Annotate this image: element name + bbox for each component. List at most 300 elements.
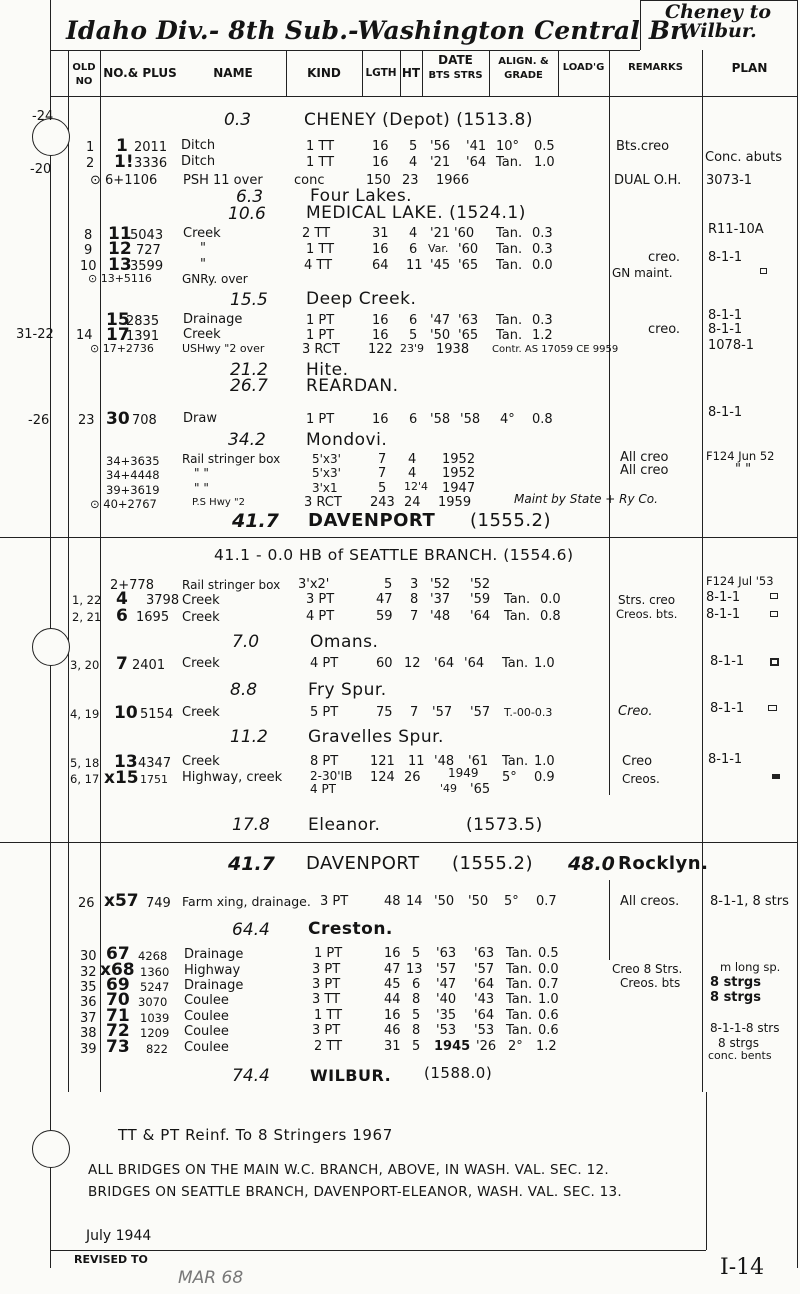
length: 16 bbox=[372, 313, 389, 328]
remarks: Strs. creo bbox=[618, 593, 676, 607]
old-no: 26 bbox=[78, 896, 95, 911]
date-bts: '56 bbox=[430, 139, 451, 154]
old-no: 38 bbox=[80, 1026, 97, 1041]
remarks: Creos. bts. bbox=[616, 607, 678, 621]
revised-date: MAR 68 bbox=[178, 1268, 244, 1288]
col-sep-loadg bbox=[609, 50, 610, 595]
length: 5 bbox=[384, 577, 393, 592]
bridge-name: Farm xing, drainage. bbox=[182, 894, 311, 909]
bridge-name: Creek bbox=[182, 593, 220, 608]
milepost: 48.0 bbox=[568, 853, 615, 875]
kind: 2 TT bbox=[314, 1039, 343, 1054]
col-sep-loadg-2 bbox=[609, 595, 610, 795]
length: 31 bbox=[372, 226, 389, 241]
page-number: I-14 bbox=[720, 1255, 765, 1280]
station-name: CHENEY (Depot) (1513.8) bbox=[304, 110, 533, 130]
kind: 5 PT bbox=[310, 705, 339, 720]
old-no: 14 bbox=[76, 328, 93, 343]
station-elevation: (1555.2) bbox=[470, 510, 552, 531]
height: 23'9 bbox=[400, 342, 425, 355]
bridge-name: GNRy. over bbox=[182, 272, 248, 286]
date-strs: '60 bbox=[458, 242, 479, 257]
plan: F124 Jun 52 bbox=[706, 449, 775, 463]
plus: 749 bbox=[146, 896, 171, 911]
date-bts: '57 bbox=[432, 705, 453, 720]
old-no: 6, 17 bbox=[70, 772, 100, 786]
bridge-name: Creek bbox=[183, 226, 221, 241]
old-no: 1, 22 bbox=[72, 593, 102, 607]
section-separator-2 bbox=[0, 842, 797, 843]
date-bts: '47 bbox=[436, 977, 457, 992]
height: 12'4 bbox=[404, 480, 429, 493]
station-name: Rocklyn. bbox=[618, 853, 709, 874]
reinforcement-note: TT & PT Reinf. To 8 Stringers 1967 bbox=[118, 1126, 393, 1144]
col-kind: KIND bbox=[307, 66, 341, 80]
margin-note: -24 bbox=[32, 109, 54, 124]
milepost: 6.3 bbox=[236, 187, 264, 207]
col-sep-old bbox=[68, 50, 69, 1092]
height: 6 bbox=[409, 242, 418, 257]
kind: 3 PT bbox=[312, 962, 341, 977]
old-no: 8 bbox=[84, 228, 93, 243]
milepost: 7.0 bbox=[232, 632, 260, 652]
plan: 8-1-1 bbox=[708, 752, 743, 767]
plan: 8-1-1 bbox=[708, 250, 743, 265]
alignment: Tan. bbox=[506, 1008, 533, 1023]
date-bts: '64 bbox=[434, 656, 455, 671]
binder-hole-bottom bbox=[32, 1130, 70, 1168]
date-strs: '26 bbox=[476, 1039, 497, 1054]
bridge-name: Rail stringer box bbox=[182, 452, 281, 466]
plan: R11-10A bbox=[708, 222, 764, 237]
date-strs: '53 bbox=[474, 1023, 495, 1038]
kind: 3 PT bbox=[306, 592, 335, 607]
col-align-1: ALIGN. & bbox=[498, 56, 549, 67]
grade: 0.8 bbox=[540, 609, 561, 624]
date-bts: 1952 bbox=[442, 466, 476, 481]
col-no-plus: NO.& PLUS bbox=[103, 66, 177, 80]
grade: 0.0 bbox=[532, 258, 553, 273]
alignment: 4° bbox=[500, 412, 515, 427]
milepost: 26.7 bbox=[230, 376, 268, 396]
station-name: Hite. bbox=[306, 360, 349, 380]
length: 60 bbox=[376, 656, 393, 671]
old-no: 36 bbox=[80, 995, 97, 1010]
section-separator-1 bbox=[0, 537, 797, 538]
bridge-name: Coulee bbox=[184, 1009, 229, 1024]
grade: 1.0 bbox=[534, 155, 555, 170]
date-bts: '40 bbox=[436, 992, 457, 1007]
plan: 8-1-1 bbox=[706, 607, 741, 622]
bridge-name: Ditch bbox=[181, 154, 216, 169]
date-bts: '57 bbox=[436, 962, 457, 977]
station-name: Omans. bbox=[310, 632, 379, 652]
contract-note: Contr. AS 17059 CE 9959 bbox=[492, 344, 619, 355]
grade: 0.7 bbox=[536, 894, 557, 909]
milepost: 11.2 bbox=[230, 727, 268, 747]
kind: 3 PT bbox=[312, 977, 341, 992]
kind: 5'x3' bbox=[312, 452, 341, 466]
height: 4 bbox=[408, 452, 417, 467]
milepost: 0.3 bbox=[224, 110, 252, 130]
grade: 0.3 bbox=[532, 313, 553, 328]
length: 124 bbox=[370, 770, 395, 785]
length: 243 bbox=[370, 495, 395, 510]
remarks: Bts.creo bbox=[616, 139, 670, 154]
length: 150 bbox=[366, 173, 391, 188]
bridge-name: " bbox=[200, 257, 206, 272]
col-old-no-1: OLD bbox=[72, 62, 96, 73]
alignment: T.-00-0.3 bbox=[504, 706, 553, 719]
alignment: Tan. bbox=[506, 962, 533, 977]
date-strs: '43 bbox=[474, 992, 495, 1007]
bridge-name: P.S Hwy "2 bbox=[192, 497, 245, 508]
height: 4 bbox=[409, 155, 418, 170]
footer-box-right bbox=[706, 1092, 707, 1250]
header-bottom-line bbox=[50, 96, 797, 97]
date-strs: '65 bbox=[458, 258, 479, 273]
date-strs: '57 bbox=[470, 705, 491, 720]
col-date-2: BTS STRS bbox=[428, 70, 483, 81]
plus: 1695 bbox=[136, 610, 170, 625]
plan: F124 Jul '53 bbox=[706, 574, 774, 588]
length: 16 bbox=[372, 139, 389, 154]
kind: 1 PT bbox=[306, 328, 335, 343]
height: 5 bbox=[412, 946, 421, 961]
plan: 8-1-1, 8 strs bbox=[710, 894, 789, 909]
date-strs: '58 bbox=[460, 412, 481, 427]
alignment: Tan. bbox=[496, 313, 523, 328]
date-strs: '64 bbox=[474, 1008, 495, 1023]
height: 6 bbox=[412, 977, 421, 992]
date-strs: '65 bbox=[458, 328, 479, 343]
old-no: 10 bbox=[80, 259, 97, 274]
plus: 4347 bbox=[138, 756, 172, 771]
revised-label: REVISED TO bbox=[74, 1253, 148, 1266]
date-bts: '58 bbox=[430, 412, 451, 427]
date-strs: '65 bbox=[470, 782, 491, 797]
station-name: Deep Creek. bbox=[306, 289, 417, 309]
alignment: Tan. bbox=[496, 242, 523, 257]
kind-secondary: 4 PT bbox=[310, 782, 337, 796]
col-plan: PLAN bbox=[731, 61, 768, 75]
bridge-name: " " bbox=[194, 481, 209, 495]
bridge-no: x57 bbox=[104, 891, 139, 911]
valuation-note-seattle: BRIDGES ON SEATTLE BRANCH, DAVENPORT-ELEANOR, WASH. VAL. SEC. 13. bbox=[88, 1184, 622, 1200]
col-align-2: GRADE bbox=[504, 70, 543, 81]
bridge-no: 34+4448 bbox=[106, 468, 160, 482]
bridge-name: Coulee bbox=[184, 993, 229, 1008]
station-name: DAVENPORT bbox=[306, 853, 420, 874]
date-bts: '35 bbox=[436, 1008, 457, 1023]
alignment: 2° bbox=[508, 1039, 523, 1054]
plan: 8 strgs bbox=[710, 975, 761, 990]
date-bts: 1947 bbox=[442, 481, 476, 496]
plus: 2401 bbox=[132, 658, 166, 673]
remarks: All creo bbox=[620, 463, 669, 478]
old-no: 23 bbox=[78, 413, 95, 428]
remarks: GN maint. bbox=[612, 266, 673, 280]
kind: 4 PT bbox=[310, 656, 339, 671]
station-elevation: (1588.0) bbox=[424, 1064, 493, 1082]
old-no: 35 bbox=[80, 980, 97, 995]
plus: 708 bbox=[132, 413, 157, 428]
margin-note: -26 bbox=[28, 413, 50, 428]
bridge-no: 15 bbox=[106, 310, 130, 330]
station-name: Mondovi. bbox=[306, 430, 388, 450]
height: 4 bbox=[409, 226, 418, 241]
date-bts: '48 bbox=[434, 754, 455, 769]
plus: 727 bbox=[136, 243, 161, 258]
bridge-name: Coulee bbox=[184, 1024, 229, 1039]
bridge-name: Drainage bbox=[184, 947, 244, 962]
old-no: 1 bbox=[86, 140, 95, 155]
height: 7 bbox=[410, 705, 419, 720]
bridge-no: ⊙ 40+2767 bbox=[90, 497, 157, 511]
milepost: 17.8 bbox=[232, 815, 270, 835]
height: 4 bbox=[408, 466, 417, 481]
milepost: 74.4 bbox=[232, 1066, 270, 1086]
length: 7 bbox=[378, 452, 387, 467]
old-no: 4, 19 bbox=[70, 707, 100, 721]
col-name: NAME bbox=[213, 66, 253, 80]
plus: 1209 bbox=[140, 1026, 170, 1040]
date-bts: '45 bbox=[430, 258, 451, 273]
alignment: 10° bbox=[496, 139, 520, 154]
plan: 8-1-1 bbox=[708, 308, 743, 323]
bridge-no: 7 bbox=[116, 654, 128, 674]
length: 31 bbox=[384, 1039, 401, 1054]
bridge-name: Creek bbox=[182, 705, 220, 720]
date-bts: '21 bbox=[430, 155, 451, 170]
bridge-no: 30 bbox=[106, 409, 130, 429]
bridge-no: 69 bbox=[106, 975, 130, 995]
bridge-no: x68 bbox=[100, 960, 135, 980]
date-strs: '63 bbox=[458, 313, 479, 328]
alignment: Tan. bbox=[496, 226, 523, 241]
date-bts-secondary: '49 bbox=[440, 782, 458, 795]
alignment: Tan. bbox=[506, 992, 533, 1007]
date-bts: '52 bbox=[430, 577, 451, 592]
remarks: All creos. bbox=[620, 894, 680, 909]
grade: 1.2 bbox=[532, 328, 553, 343]
col-ht: HT bbox=[401, 66, 421, 80]
bridge-no: ⊙ 17+2736 bbox=[90, 342, 154, 355]
remarks: Creo bbox=[622, 754, 653, 769]
footer-box-bottom bbox=[50, 1250, 706, 1251]
old-no: 2, 21 bbox=[72, 610, 102, 624]
plan: 1078-1 bbox=[708, 338, 755, 353]
height: 8 bbox=[412, 1023, 421, 1038]
bridge-no: x15 bbox=[104, 768, 139, 788]
col-sep-no bbox=[100, 50, 101, 1092]
date-strs: '64 bbox=[470, 609, 491, 624]
date-bts: 1952 bbox=[442, 452, 476, 467]
plan: " " bbox=[735, 462, 752, 477]
plus: 1391 bbox=[126, 329, 160, 344]
bridge-no: ⊙ 6+1106 bbox=[90, 173, 158, 188]
plan: m long sp. bbox=[720, 960, 781, 974]
bridge-no: 67 bbox=[106, 944, 130, 964]
bridge-name: Draw bbox=[183, 411, 217, 426]
kind: 3'x2' bbox=[298, 577, 330, 592]
date-strs: '50 bbox=[468, 894, 489, 909]
bridge-name: Highway, creek bbox=[182, 770, 283, 785]
bridge-name: Ditch bbox=[181, 138, 216, 153]
plus: 1360 bbox=[140, 965, 170, 979]
station-name: Gravelles Spur. bbox=[308, 727, 444, 747]
bridge-name: Drainage bbox=[184, 978, 244, 993]
height: 14 bbox=[406, 894, 423, 909]
height: 5 bbox=[409, 139, 418, 154]
old-no: 2 bbox=[86, 156, 95, 171]
grade: 0.6 bbox=[538, 1023, 559, 1038]
plan-symbol bbox=[770, 658, 779, 666]
bridge-no: 13 bbox=[114, 752, 138, 772]
kind: 2 TT bbox=[302, 226, 331, 241]
bridge-no: 10 bbox=[114, 703, 138, 723]
date-bts: '50 bbox=[430, 328, 451, 343]
height: 13 bbox=[406, 962, 423, 977]
grade: 1.2 bbox=[536, 1039, 557, 1054]
valuation-note-main: ALL BRIDGES ON THE MAIN W.C. BRANCH, ABOVE, IN WASH. VAL. SEC. 12. bbox=[88, 1162, 609, 1178]
length: 59 bbox=[376, 609, 393, 624]
old-no: 32 bbox=[80, 965, 97, 980]
kind: 1 TT bbox=[306, 155, 335, 170]
height: 6 bbox=[409, 412, 418, 427]
grade: 1.0 bbox=[538, 992, 559, 1007]
kind: 1 PT bbox=[306, 412, 335, 427]
bridge-no: 71 bbox=[106, 1006, 130, 1026]
length: 48 bbox=[384, 894, 401, 909]
length: 121 bbox=[370, 754, 395, 769]
remarks: Maint by State + Ry Co. bbox=[514, 492, 658, 506]
alignment: Tan. bbox=[496, 258, 523, 273]
kind: 3 TT bbox=[312, 992, 341, 1007]
date-bts: 1938 bbox=[436, 342, 470, 357]
length: 46 bbox=[384, 1023, 401, 1038]
length: 16 bbox=[372, 412, 389, 427]
date-strs: '57 bbox=[474, 962, 495, 977]
height: 23 bbox=[402, 173, 419, 188]
bridge-no: 1 bbox=[116, 136, 128, 156]
kind: 3'x1 bbox=[312, 481, 338, 495]
length: 7 bbox=[378, 466, 387, 481]
height: 5 bbox=[409, 328, 418, 343]
remarks: DUAL O.H. bbox=[614, 173, 682, 188]
height: 24 bbox=[404, 495, 421, 510]
plus: 1751 bbox=[140, 773, 168, 786]
station-name: Four Lakes. bbox=[310, 186, 413, 206]
plan: 8-1-1 bbox=[710, 701, 745, 716]
plan: 8 strgs bbox=[710, 990, 761, 1005]
plan-symbol bbox=[770, 611, 778, 617]
bridge-no: 72 bbox=[106, 1021, 130, 1041]
old-no: 37 bbox=[80, 1011, 97, 1026]
plus: 5247 bbox=[140, 980, 170, 994]
grade: 0.8 bbox=[532, 412, 553, 427]
milepost: 15.5 bbox=[230, 290, 268, 310]
plus: 5154 bbox=[140, 707, 174, 722]
milepost: 64.4 bbox=[232, 920, 270, 940]
grade: 0.0 bbox=[538, 962, 559, 977]
date-strs: '64 bbox=[474, 977, 495, 992]
plan: 8-1-1 bbox=[708, 405, 743, 420]
date-bts: '21 bbox=[430, 226, 451, 241]
length: 16 bbox=[384, 1008, 401, 1023]
grade: 0.3 bbox=[532, 226, 553, 241]
bridge-name: USHwy "2 over bbox=[182, 342, 265, 355]
height: 8 bbox=[410, 592, 419, 607]
bridge-name: Drainage bbox=[183, 312, 243, 327]
date-bts: '50 bbox=[434, 894, 455, 909]
grade: 1.0 bbox=[534, 754, 555, 769]
date-bts: Var. bbox=[428, 242, 449, 255]
date-strs: '41 bbox=[466, 139, 487, 154]
bridge-no: 73 bbox=[106, 1037, 130, 1057]
length: 47 bbox=[384, 962, 401, 977]
station-name: Creston. bbox=[308, 919, 393, 939]
height: 11 bbox=[408, 754, 425, 769]
height: 8 bbox=[412, 992, 421, 1007]
plus: 5043 bbox=[130, 228, 164, 243]
alignment: Tan. bbox=[506, 1023, 533, 1038]
length: 47 bbox=[376, 592, 393, 607]
bridge-no: 11 bbox=[108, 224, 132, 244]
date-bts: '37 bbox=[430, 592, 451, 607]
station-name: DAVENPORT bbox=[308, 510, 436, 531]
bridge-no: 1! bbox=[114, 152, 134, 172]
length: 64 bbox=[372, 258, 389, 273]
plus: 3070 bbox=[138, 995, 168, 1009]
old-no: 39 bbox=[80, 1042, 97, 1057]
kind: 3 RCT bbox=[304, 495, 342, 510]
alignment: Tan. bbox=[502, 656, 529, 671]
bridge-name: " bbox=[200, 241, 206, 256]
margin-note: 31-22 bbox=[16, 327, 54, 342]
plus: 4268 bbox=[138, 949, 168, 963]
old-no: 3, 20 bbox=[70, 658, 100, 672]
bridge-name: Creek bbox=[182, 754, 220, 769]
date-strs: '52 bbox=[470, 577, 491, 592]
kind: 1 TT bbox=[306, 139, 335, 154]
plus: 2835 bbox=[126, 314, 160, 329]
milepost: 34.2 bbox=[228, 430, 266, 450]
plus: 822 bbox=[146, 1042, 168, 1056]
date-strs: '64 bbox=[464, 656, 485, 671]
length: 5 bbox=[378, 481, 387, 496]
grade: 0.5 bbox=[538, 946, 559, 961]
bridge-name: Creek bbox=[182, 656, 220, 671]
margin-note: -20 bbox=[30, 162, 52, 177]
plan: 8-1-1 bbox=[708, 322, 743, 337]
old-no: 30 bbox=[80, 949, 97, 964]
height: 26 bbox=[404, 770, 421, 785]
alignment: Tan. bbox=[506, 977, 533, 992]
length: 45 bbox=[384, 977, 401, 992]
station-name: Eleanor. bbox=[308, 815, 381, 835]
kind: 4 PT bbox=[306, 609, 335, 624]
station-elevation: (1573.5) bbox=[466, 815, 543, 835]
grade: 0.6 bbox=[538, 1008, 559, 1023]
plus: 3798 bbox=[146, 593, 180, 608]
kind: 3 RCT bbox=[302, 342, 340, 357]
plan: 8-1-1-8 strs bbox=[710, 1021, 780, 1035]
grade: 0.5 bbox=[534, 139, 555, 154]
bridge-name: Rail stringer box bbox=[182, 578, 281, 592]
alignment: Tan. bbox=[506, 946, 533, 961]
date-bts: 1959 bbox=[438, 495, 472, 510]
